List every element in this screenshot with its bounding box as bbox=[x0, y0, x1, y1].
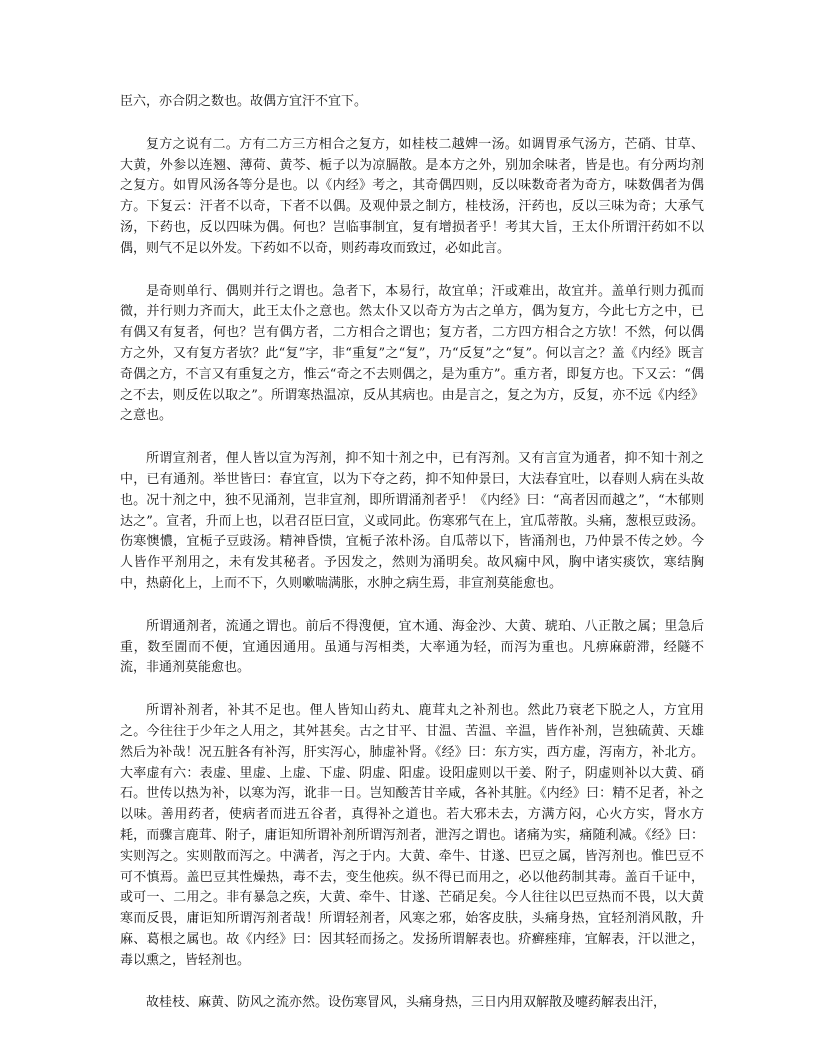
paragraph-2: 复方之说有二。方有二方三方相合之复方，如桂枝二越婢一汤。如调胃承气汤方，芒硝、甘草、大黄，外参以连翘、薄荷、黄芩、栀子以为凉膈散。是本方之外，别加余味者，皆是也。有分两均剂之复方。如胃风汤各等分是也。以《内经》考之，其奇偶四则，反以味数奇者为奇方，味数偶者为偶方。下复云：汗者不以奇，下者不以偶。及观仲景之制方，桂枝汤，汗药也，反以三味为奇；大承气汤，下药也，反以四味为偶。何也？岂临事制宜，复有增损者乎！考其大旨，王太仆所谓汗药如不以偶，则气不足以外发。下药如不以奇，则药毒攻而致过，必如此言。 bbox=[120, 136, 704, 256]
document-page bbox=[120, 92, 704, 1014]
paragraph-5: 所谓通剂者，流通之谓也。前后不得溲便，宜木通、海金沙、大黄、琥珀、八正散之属；里急后重，数至圊而不便，宜通因通用。虽通与泻相类，大率通为轻，而泻为重也。凡痹麻蔚滞，经隧不流，非通剂莫能愈也。 bbox=[120, 618, 704, 676]
paragraph-1: 臣六，亦合阴之数也。故偶方宜汗不宜下。 bbox=[120, 94, 368, 109]
paragraph-3: 是奇则单行、偶则并行之谓也。急者下，本易行，故宜单；汗或难出，故宜并。盖单行则力孤而微，并行则力齐而大，此王太仆之意也。然太仆又以奇方为古之单方，偶为复方，今此七方之中，已有偶又有复者，何也？岂有偶方者，二方相合之谓也；复方者，二方四方相合之方欤！不然，何以偶方之外，又有复方者欤？此“复”字，非“重复”之“复”，乃“反复”之“复”。何以言之？盖《内经》既言奇偶之方，不言又有重复之方，惟云“奇之不去则偶之，是为重方”。重方者，即复方也。下又云：“偶之不去，则反佐以取之”。所谓寒热温凉，反从其病也。由是言之，复之为方，反复，亦不远《内经》之意也。 bbox=[120, 283, 704, 424]
paragraph-6: 所谓补剂者，补其不足也。俚人皆知山药丸、鹿茸丸之补剂也。然此乃衰老下脱之人，方宜用之。今往往于少年之人用之，其舛甚矣。古之甘平、甘温、苦温、辛温，皆作补剂，岂独硫黄、天雄然后为补哉！况五脏各有补泻，肝实泻心，肺虚补肾。《经》曰：东方实，西方虚，泻南方，补北方。大率虚有六：表虚、里虚、上虚、下虚、阴虚、阳虚。设阳虚则以干姜、附子，阴虚则补以大黄、硝石。世传以热为补，以寒为泻，讹非一日。岂知酸苦甘辛咸，各补其脏。《内经》曰：精不足者，补之以味。善用药者，使病者而进五谷者，真得补之道也。若大邪未去，方满方闷，心火方实，肾水方耗，而骤言鹿茸、附子，庸讵知所谓补剂所谓泻剂者，泄泻之谓也。诸痛为实，痛随利减。《经》曰：实则泻之。实则散而泻之。中满者，泻之于内。大黄、牵牛、甘遂、巴豆之属，皆泻剂也。惟巴豆不可不慎焉。盖巴豆其性燥热，毒不去，变生他疾。纵不得已而用之，必以他药制其毒。盖百千证中，或可一、二用之。非有暴急之疾，大黄、牵牛、甘遂、芒硝足矣。今人往往以巴豆热而不畏，以大黄寒而反畏，庸讵知所谓泻剂者哉！所谓轻剂者，风寒之邪，始客皮肤，头痛身热，宜轻剂消风散，升麻、葛根之属也。故《内经》曰：因其轻而扬之。发扬所谓解表也。疥癣痤痱，宜解表，汗以泄之，毒以熏之，皆轻剂也。 bbox=[120, 703, 704, 968]
paragraph-4: 所谓宣剂者，俚人皆以宣为泻剂，抑不知十剂之中，已有泻剂。又有言宣为通者，抑不知十剂之中，已有通剂。举世皆曰：春宜宣，以为下夺之药，抑不知仲景曰，大法春宜吐，以春则人病在头故也。况十剂之中，独不见涌剂，岂非宣剂，即所谓涌剂者乎！《内经》曰：“高者因而越之”，“木郁则达之”。宣者，升而上也，以君召臣曰宣，义或同此。伤寒邪气在上，宜瓜蒂散。头痛，葱根豆豉汤。伤寒懊憹，宜栀子豆豉汤。精神昏愦，宜栀子浓朴汤。自瓜蒂以下，皆涌剂也，乃仲景不传之妙。今人皆作平剂用之，未有发其秘者。予因发之，然则为涌明矣。故风痫中风，胸中诸实痰饮，寒结胸中，热蔚化上，上而不下，久则嗽喘满胀，水肿之病生焉，非宣剂莫能愈也。 bbox=[120, 451, 704, 591]
paragraph-7: 故桂枝、麻黄、防风之流亦然。设伤寒冒风，头痛身热，三日内用双解散及嚏药解表出汗， bbox=[146, 995, 667, 1011]
